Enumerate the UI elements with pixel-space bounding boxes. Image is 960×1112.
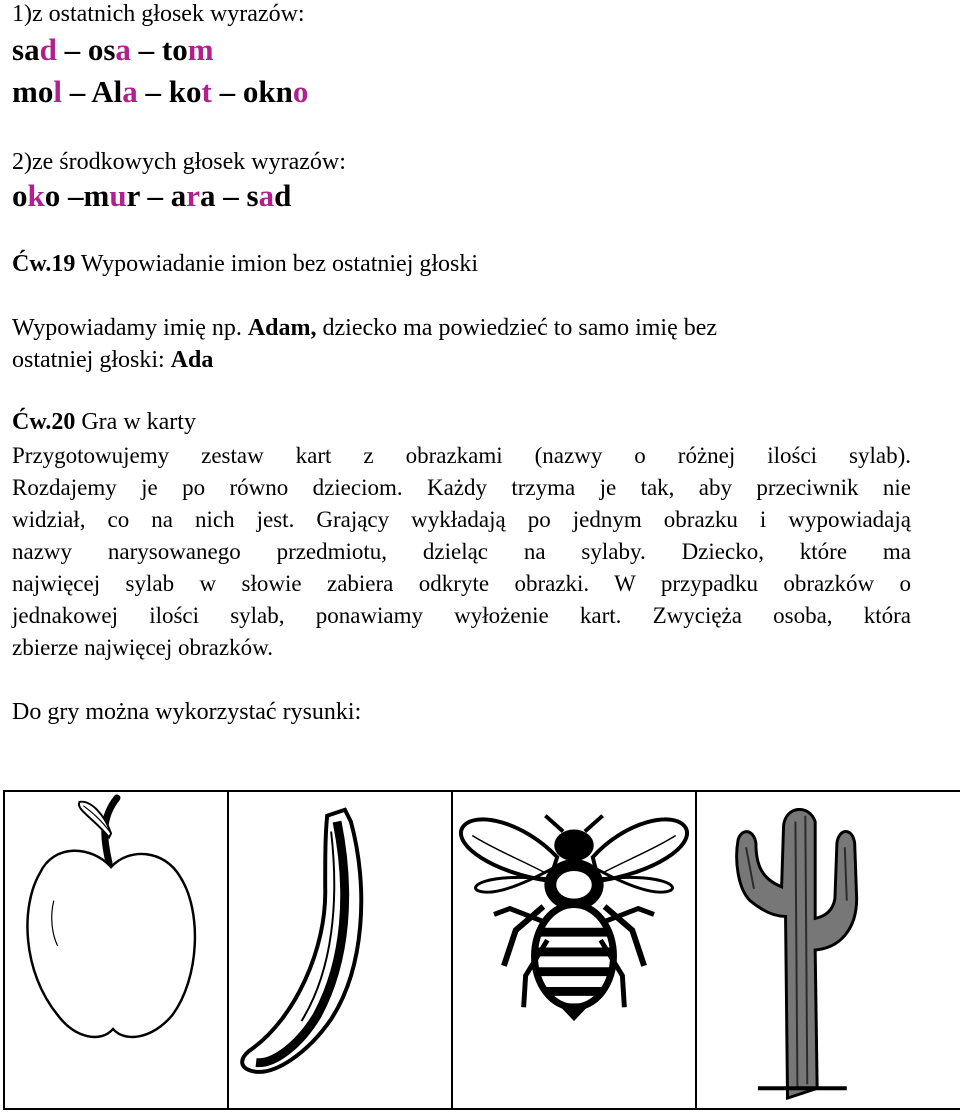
apple-icon	[5, 792, 227, 1108]
picture-cards-table	[3, 790, 960, 1110]
highlighted-letter: a	[258, 178, 275, 213]
card-banana	[228, 791, 452, 1109]
highlighted-letter: d	[39, 32, 57, 67]
example-word	[162, 32, 214, 67]
word-part: to	[161, 32, 188, 67]
dash-separator: –	[60, 178, 84, 213]
card-apple	[4, 791, 228, 1109]
cactus-icon	[697, 792, 960, 1108]
word-part: ko	[168, 74, 202, 109]
banana-icon	[229, 792, 451, 1108]
word-part: mo	[12, 74, 54, 109]
exercise-20-line: jednakowej ilości sylab, ponawiamy wyłożenie kart. Zwycięża osoba, która	[12, 603, 911, 628]
highlighted-letter: a	[122, 74, 138, 109]
exercise-20-title	[12, 408, 196, 436]
exercise-20-line: widział, co na nich jest. Grający wykładają po jednym obrazku i wypowiadają	[12, 507, 911, 532]
exercise-19-heading: Wypowiadanie imion bez ostatniej głoski	[75, 251, 479, 277]
card-bee	[452, 791, 696, 1109]
word-part: o	[44, 178, 61, 213]
highlighted-letter: m	[187, 32, 214, 67]
exercise-19-label: Ćw.19	[12, 251, 76, 277]
card-cactus	[696, 791, 960, 1109]
highlighted-letter: u	[109, 178, 127, 213]
word-part: o	[12, 178, 28, 213]
highlighted-letter: a	[115, 32, 131, 67]
example-word	[84, 178, 140, 213]
exercise-20-line: nazwy narysowanego przedmiotu, dzieląc na sylaby. Dziecko, które ma	[12, 539, 911, 564]
example-name-adam: Adam,	[247, 315, 317, 341]
exercise-20-line: zbierze najwięcej obrazków.	[12, 635, 273, 660]
exercise-19-text-d: ostatniej głoski:	[12, 347, 171, 373]
exercise-19-title	[12, 250, 478, 278]
highlighted-letter: o	[292, 74, 309, 109]
example-word	[12, 74, 62, 109]
highlighted-letter: k	[27, 178, 45, 213]
exercise-20-line: Przygotowujemy zestaw kart z obrazkami (nazwy o różnej ilości sylab).	[12, 443, 911, 468]
example-name-ada: Ada	[170, 347, 214, 373]
example-word	[12, 32, 57, 67]
dash-separator: –	[139, 178, 171, 213]
exercise-19-text-a: Wypowiadamy imię np.	[12, 315, 248, 341]
word-part: okn	[242, 74, 293, 109]
dash-separator: –	[215, 178, 247, 213]
word-part: os	[87, 32, 116, 67]
section1-words-row2	[12, 74, 308, 110]
dash-separator: –	[137, 74, 169, 109]
example-word	[12, 178, 60, 213]
word-part: m	[83, 178, 110, 213]
dash-separator: –	[130, 32, 162, 67]
dash-separator: –	[56, 32, 88, 67]
section2-words-row	[12, 178, 291, 214]
highlighted-letter: r	[186, 178, 201, 213]
exercise-20-line: najwięcej sylab w słowie zabiera odkryte obrazki. W przypadku obrazków o	[12, 571, 911, 596]
exercise-19-text-c: dziecko ma powiedzieć to samo imię bez	[316, 315, 718, 341]
highlighted-letter: t	[201, 74, 212, 109]
highlighted-letter: l	[53, 74, 62, 109]
exercise-20-heading: Gra w karty	[75, 409, 196, 435]
section1-words-row1	[12, 32, 214, 68]
exercise-19-text-line1	[12, 314, 717, 342]
example-word	[169, 74, 212, 109]
example-word	[243, 74, 308, 109]
section2-heading: 2)ze środkowych głosek wyrazów:	[12, 149, 346, 175]
example-word	[91, 74, 138, 109]
example-word	[247, 178, 292, 213]
example-word	[88, 32, 131, 67]
drawings-note: Do gry można wykorzystać rysunki:	[12, 699, 362, 725]
dash-separator: –	[61, 74, 92, 109]
word-part: s	[246, 178, 259, 213]
exercise-20-line: Rozdajemy je po równo dzieciom. Każdy trzyma je tak, aby przeciwnik nie	[12, 475, 911, 500]
word-part: sa	[12, 32, 40, 67]
word-part: a	[200, 178, 216, 213]
exercise-20-label: Ćw.20	[12, 409, 76, 435]
word-part: Al	[91, 74, 123, 109]
bee-icon	[453, 792, 695, 1108]
dash-separator: –	[211, 74, 243, 109]
exercise-19-text-line2	[12, 346, 213, 374]
section1-heading: 1)z ostatnich głosek wyrazów:	[12, 1, 305, 27]
exercise-20-paragraph	[12, 440, 911, 664]
word-part: d	[274, 178, 292, 213]
word-part: a	[170, 178, 187, 213]
word-part: r	[126, 178, 140, 213]
example-word	[171, 178, 216, 213]
